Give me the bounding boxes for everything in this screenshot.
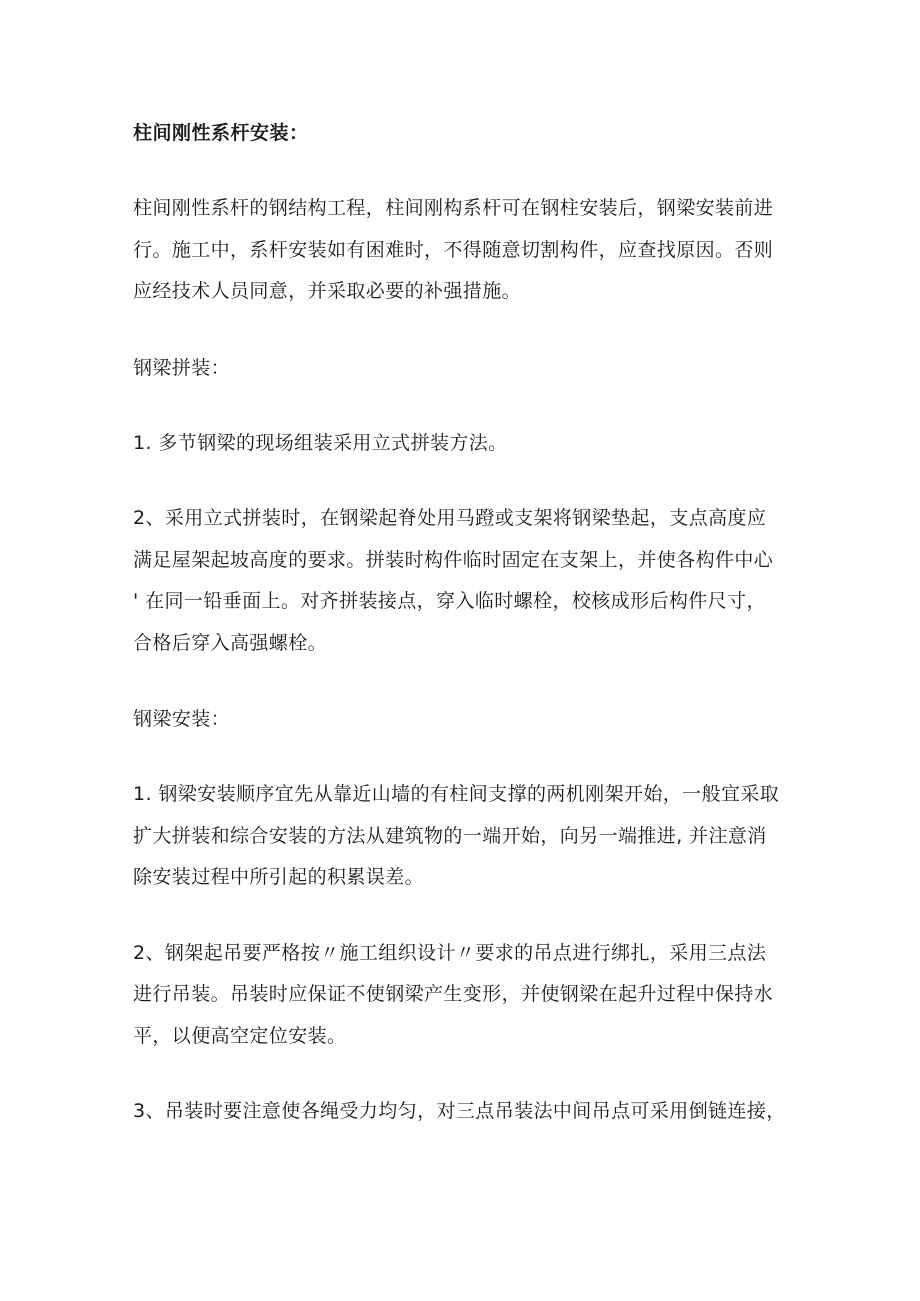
paragraph-tie-rod-installation — [133, 188, 813, 313]
paragraph-line: 平，以便高空定位安装。 — [133, 1024, 347, 1047]
paragraph-line: 柱间刚性系杆的钢结构工程，柱间刚构系杆可在钢柱安装后，钢梁安装前进 — [133, 197, 774, 219]
paragraph-line: 扩大拼装和综合安装的方法从建筑物的一端开始，向另一端推进, 并注意消 — [133, 824, 767, 847]
paragraph-line: 进行吊装。吊装时应保证不使钢梁产生变形，并使钢梁在起升过程中保持水 — [133, 983, 774, 1005]
paragraph-line: 3、吊装时要注意使各绳受力均匀，对三点吊装法中间吊点可采用倒链连接， — [133, 1100, 786, 1122]
paragraph-line: 2、钢架起吊要严格按〃施工组织设计〃要求的吊点进行绑扎，采用三点法 — [133, 941, 767, 964]
paragraph-line: 应经技术人员同意，并采取必要的补强措施。 — [133, 280, 522, 302]
section-title-column-rigid-tie-rod: 柱间刚性系杆安装： — [133, 122, 309, 144]
paragraph-line: 1. 多节钢梁的现场组装采用立式拼装方法。 — [133, 431, 508, 454]
paragraph-line: 除安装过程中所引起的积累误差。 — [133, 866, 425, 888]
paragraph-line: 2、采用立式拼装时，在钢梁起脊处用马蹬或支架将钢梁垫起，支点高度应 — [133, 507, 767, 529]
section-heading-beam-installation: 钢梁安装： — [133, 708, 231, 730]
paragraph-assembly-item-1 — [133, 423, 813, 465]
paragraph-install-item-1 — [133, 774, 813, 899]
paragraph-install-item-2 — [133, 933, 813, 1058]
paragraph-line: 合格后穿入高强螺栓。 — [133, 631, 328, 654]
paragraph-line: 行。施工中，系杆安装如有困难时，不得随意切割构件，应查找原因。否则 — [133, 238, 774, 261]
paragraph-assembly-item-2 — [133, 498, 813, 664]
paragraph-line: 满足屋架起坡高度的要求。拼装时构件临时固定在支架上，并使各构件中心 — [133, 548, 774, 571]
paragraph-install-item-3 — [133, 1091, 813, 1133]
paragraph-line: ' 在同一铅垂面上。对齐拼装接点，穿入临时螺栓，校核成形后构件尺寸， — [133, 590, 766, 612]
document-body — [133, 112, 813, 1167]
paragraph-line: 1. 钢梁安装顺序宜先从靠近山墙的有柱间支撑的两机刚架开始，一般宜采取 — [133, 783, 780, 805]
section-heading-beam-assembly: 钢梁拼装： — [133, 356, 231, 379]
